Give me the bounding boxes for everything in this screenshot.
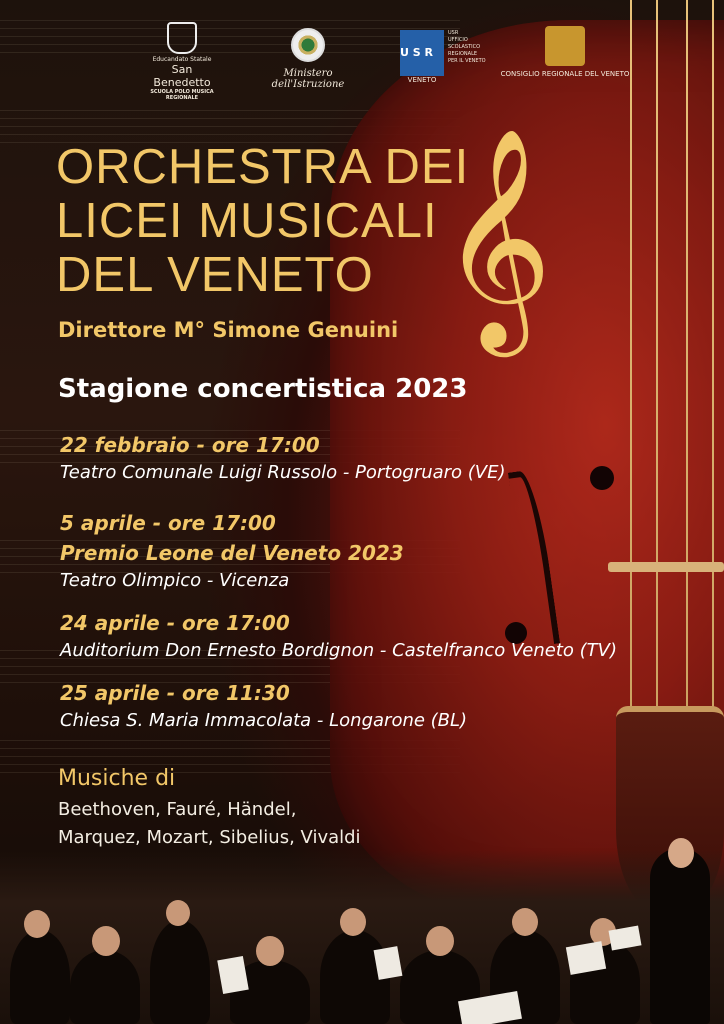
event-venue: Teatro Comunale Luigi Russolo - Portogruaro (VE) bbox=[60, 462, 506, 483]
event-date: 25 aprile - ore 11:30 bbox=[60, 681, 290, 705]
logo-caption: CONSIGLIO REGIONALE DEL VENETO bbox=[500, 70, 630, 78]
usr-mark: U S R bbox=[400, 46, 433, 59]
event-venue: Teatro Olimpico - Vicenza bbox=[60, 570, 290, 591]
player-head bbox=[92, 926, 120, 956]
event-date: 24 aprile - ore 17:00 bbox=[60, 611, 290, 635]
event-item bbox=[60, 508, 404, 594]
player-head bbox=[512, 908, 538, 936]
music-sheet bbox=[374, 946, 403, 980]
event-award: Premio Leone del Veneto 2023 bbox=[60, 541, 404, 565]
player-silhouette bbox=[150, 920, 210, 1024]
lion-icon bbox=[545, 26, 585, 66]
usr-caption bbox=[448, 30, 500, 65]
player-head bbox=[256, 936, 284, 966]
logo-usr bbox=[400, 30, 500, 84]
event-venue: Chiesa S. Maria Immacolata - Longarone (BL) bbox=[60, 710, 468, 731]
treble-clef-icon: 𝄞 bbox=[440, 126, 553, 347]
logo-line: Educandato Statale bbox=[152, 56, 212, 63]
logo-consiglio bbox=[500, 26, 630, 78]
event-item bbox=[60, 608, 617, 664]
crest-icon bbox=[167, 22, 197, 54]
player-head bbox=[24, 910, 50, 938]
logo-caption: Ministero dell'Istruzione bbox=[271, 68, 345, 90]
cello-f-hole-top bbox=[590, 466, 614, 490]
logo-line: San Benedetto bbox=[153, 63, 211, 89]
player-head bbox=[340, 908, 366, 936]
event-item bbox=[60, 430, 506, 486]
event-date: 22 febbraio - ore 17:00 bbox=[60, 433, 320, 457]
cello-string bbox=[630, 0, 632, 760]
composers-list bbox=[58, 796, 458, 852]
cello-bridge bbox=[608, 562, 724, 572]
title-line: DEL VENETO bbox=[56, 248, 374, 302]
staff-lines bbox=[0, 20, 460, 60]
player-head bbox=[166, 900, 190, 926]
logo-line: SCUOLA POLO MUSICA bbox=[150, 89, 214, 95]
logo-ministero bbox=[248, 28, 368, 90]
event-item bbox=[60, 678, 467, 734]
season-heading: Stagione concertistica 2023 bbox=[58, 374, 468, 404]
title-line: ORCHESTRA DEI bbox=[56, 140, 470, 194]
usr-region: VENETO bbox=[407, 76, 437, 84]
event-venue: Auditorium Don Ernesto Bordignon - Castelfranco Veneto (TV) bbox=[60, 640, 617, 661]
poster-title bbox=[56, 140, 469, 302]
usr-caption-line: PER IL VENETO bbox=[448, 58, 486, 64]
player-head bbox=[426, 926, 454, 956]
logo-line: REGIONALE bbox=[165, 95, 199, 101]
usr-caption-line: USR bbox=[448, 30, 459, 36]
composers-line: Beethoven, Fauré, Händel, bbox=[58, 799, 297, 820]
player-silhouette bbox=[10, 930, 70, 1024]
musiche-heading: Musiche di bbox=[58, 766, 176, 791]
conductor-silhouette bbox=[650, 848, 710, 1024]
usr-caption-line: UFFICIO SCOLASTICO bbox=[448, 37, 481, 50]
director: Direttore M° Simone Genuini bbox=[58, 318, 399, 342]
logo-san-benedetto bbox=[142, 22, 222, 101]
composers-line: Marquez, Mozart, Sibelius, Vivaldi bbox=[58, 827, 361, 848]
usr-caption-line: REGIONALE bbox=[448, 51, 478, 57]
music-sheet bbox=[217, 956, 249, 994]
cello-string bbox=[686, 0, 688, 760]
conductor-head bbox=[668, 838, 694, 868]
event-date: 5 aprile - ore 17:00 bbox=[60, 511, 276, 535]
emblem-icon bbox=[291, 28, 325, 62]
title-line: LICEI MUSICALI bbox=[56, 194, 438, 248]
cello-string bbox=[712, 0, 714, 760]
cello-string bbox=[656, 0, 658, 760]
usr-icon bbox=[400, 30, 444, 76]
player-silhouette bbox=[70, 950, 140, 1024]
